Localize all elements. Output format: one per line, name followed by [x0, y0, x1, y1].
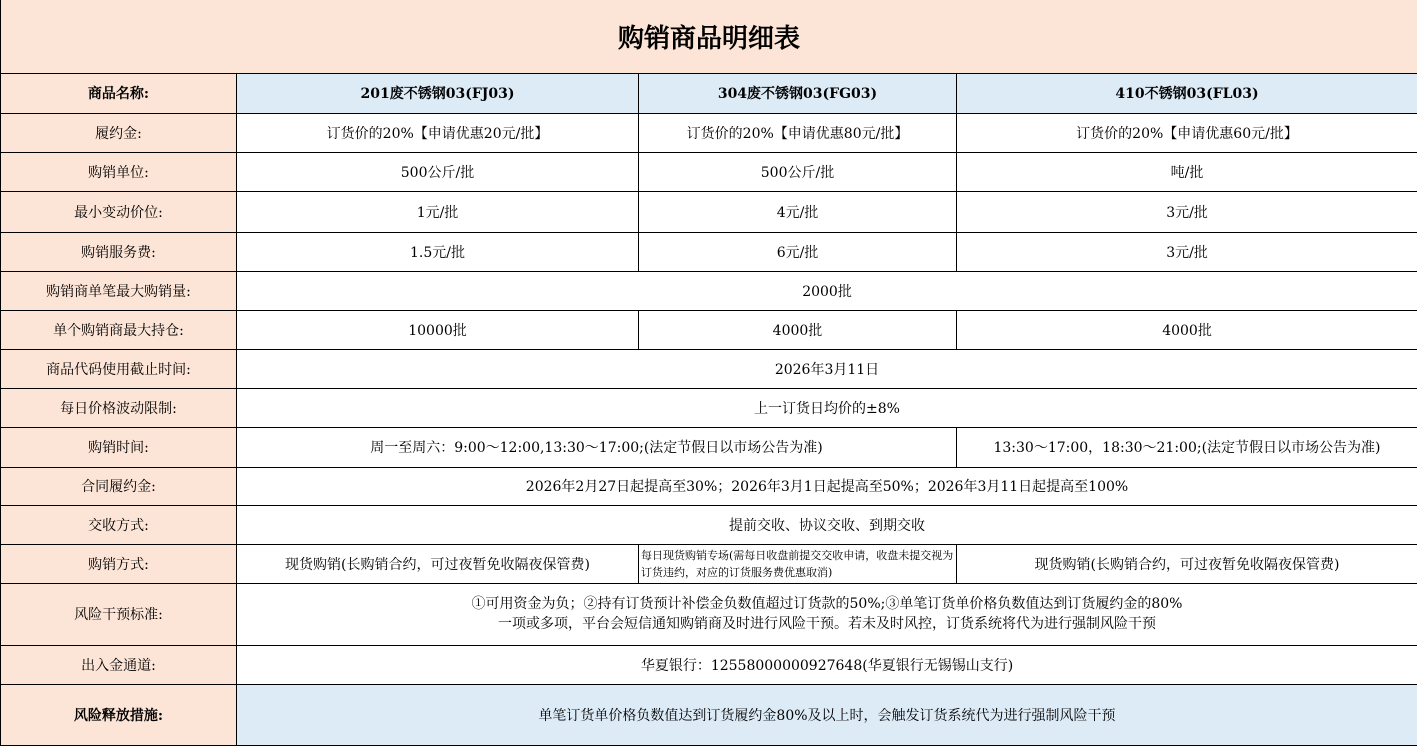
trade-mode-label: 购销方式:	[1, 544, 237, 583]
tick-cell: 4元/批	[639, 191, 957, 232]
product-2-name: 304废不锈钢03(FG03)	[639, 73, 957, 113]
fee-label: 购销服务费:	[1, 232, 237, 271]
trading-time-cell: 周一至周六：9:00～12:00,13:30～17:00;(法定节假日以市场公告为准)	[237, 427, 957, 467]
fee-cell: 3元/批	[957, 232, 1417, 271]
product-3-name: 410不锈钢03(FL03)	[957, 73, 1417, 113]
risk-release-label: 风险释放措施:	[1, 684, 237, 745]
code-deadline-label: 商品代码使用截止时间:	[1, 349, 237, 388]
channel-label: 出入金通道:	[1, 645, 237, 684]
fee-cell: 6元/批	[639, 232, 957, 271]
delivery-cell: 提前交收、协议交收、到期交收	[237, 505, 1417, 544]
deposit-cell: 订货价的20%【申请优惠60元/批】	[957, 113, 1417, 152]
tick-label: 最小变动价位:	[1, 191, 237, 232]
deposit-cell: 订货价的20%【申请优惠80元/批】	[639, 113, 957, 152]
max-hold-cell: 10000批	[237, 310, 639, 349]
risk-standard-line: ①可用资金为负；②持有订货预计补偿金负数值超过订货款的50%;③单笔订货单价格负数值达到订货履约金的80%	[239, 594, 1415, 614]
tick-cell: 1元/批	[237, 191, 639, 232]
max-hold-label: 单个购销商最大持仓:	[1, 310, 237, 349]
deposit-label: 履约金:	[1, 113, 237, 152]
unit-cell: 500公斤/批	[237, 152, 639, 191]
product-1-name: 201废不锈钢03(FJ03)	[237, 73, 639, 113]
unit-cell: 吨/批	[957, 152, 1417, 191]
contract-deposit-label: 合同履约金:	[1, 467, 237, 505]
max-hold-cell: 4000批	[957, 310, 1417, 349]
price-limit-label: 每日价格波动限制:	[1, 388, 237, 427]
deposit-cell: 订货价的20%【申请优惠20元/批】	[237, 113, 639, 152]
risk-standard-cell	[237, 583, 1417, 645]
price-limit-cell: 上一订货日均价的±8%	[237, 388, 1417, 427]
trading-time-label: 购销时间:	[1, 427, 237, 467]
unit-label: 购销单位:	[1, 152, 237, 191]
channel-cell: 华夏银行：12558000000927648(华夏银行无锡锡山支行)	[237, 645, 1417, 684]
max-hold-cell: 4000批	[639, 310, 957, 349]
risk-release-cell: 单笔订货单价格负数值达到订货履约金80%及以上时，会触发订货系统代为进行强制风险干预	[237, 684, 1417, 745]
trade-mode-cell: 每日现货购销专场(需每日收盘前提交交收申请，收盘未提交视为订货违约，对应的订货服务费优惠取消)	[639, 544, 957, 583]
trading-time-cell: 13:30～17:00，18:30～21:00;(法定节假日以市场公告为准)	[957, 427, 1417, 467]
tick-cell: 3元/批	[957, 191, 1417, 232]
max-single-cell: 2000批	[237, 271, 1417, 310]
risk-standard-label: 风险干预标准:	[1, 583, 237, 645]
delivery-label: 交收方式:	[1, 505, 237, 544]
trade-mode-cell: 现货购销(长购销合约，可过夜暂免收隔夜保管费)	[237, 544, 639, 583]
contract-deposit-cell: 2026年2月27日起提高至30%；2026年3月1日起提高至50%；2026年3月11日起提高至100%	[237, 467, 1417, 505]
code-deadline-cell: 2026年3月11日	[237, 349, 1417, 388]
unit-cell: 500公斤/批	[639, 152, 957, 191]
fee-cell: 1.5元/批	[237, 232, 639, 271]
risk-standard-line: 一项或多项，平台会短信通知购销商及时进行风险干预。若未及时风控，订货系统将代为进行强制风险干预	[239, 614, 1415, 634]
table-title: 购销商品明细表	[1, 0, 1417, 73]
product-name-label: 商品名称:	[1, 73, 237, 113]
trade-mode-cell: 现货购销(长购销合约，可过夜暂免收隔夜保管费)	[957, 544, 1417, 583]
max-single-label: 购销商单笔最大购销量:	[1, 271, 237, 310]
